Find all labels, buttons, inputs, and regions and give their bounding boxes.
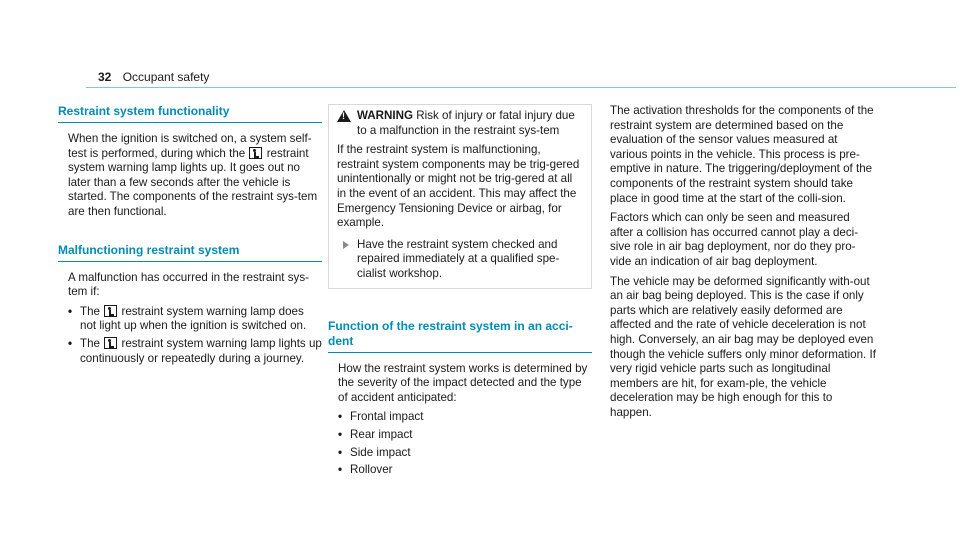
page-header <box>98 70 209 85</box>
warning-label: WARNING <box>357 109 414 122</box>
functionality-paragraph: When the ignition is switched on, a system self-test is performed, during which the restraint system warning lamp lights up. It goes out no later than a few seconds after the vehicle is started. The components of the restraint sys-tem are then functional. <box>68 132 318 218</box>
list-item: • Rollover <box>338 463 592 478</box>
accident-type-list <box>338 410 592 477</box>
section-title: Occupant safety <box>122 70 210 84</box>
malfunction-body <box>58 271 322 367</box>
action-arrow-icon <box>343 241 349 249</box>
list-item: • Rear impact <box>338 428 592 443</box>
header-rule <box>86 87 956 88</box>
functionality-body <box>58 132 322 220</box>
list-item: • The restraint system warning lamp does not light up when the ignition is switched on. <box>68 305 322 334</box>
restraint-warning-lamp-icon <box>104 337 117 349</box>
malfunction-list <box>68 305 322 366</box>
warning-body: If the restraint system is malfunctioning, restraint system components may be trig-gered unintentionally or might not be trig-gered at all in the event of an accident. This may affect the Emergency Tensioning Device or airbag, for example. <box>337 143 580 230</box>
column-3 <box>610 104 876 425</box>
activation-paragraph: The activation thresholds for the components of the restraint system are determined based on the evaluation of the sensor values measured at various points in the vehicle. This process is pre-emptive in nature. The triggering/deployment of the components of the restraint system should take place in good time at the start of the colli-sion. <box>610 104 874 205</box>
warning-header <box>337 109 583 138</box>
restraint-warning-lamp-icon <box>104 305 117 317</box>
deformation-paragraph: The vehicle may be deformed significantly with-out an air bag being deployed. This is the case if only parts which are relatively easily deformed are affected and the rate of vehicle deceleration is not high. Conversely, an air bag may be deployed even though the vehicle suffers only minor deformation. If very rigid vehicle parts such as longitudinal members are hit, for exam-ple, the vehicle deceleration may be high enough for this to happen. <box>610 274 876 419</box>
column-1 <box>58 104 322 369</box>
heading-function-in-accident: Function of the restraint system in an acci-dent <box>328 319 592 353</box>
malfunction-intro: A malfunction has occurred in the restraint sys-tem if: <box>68 270 310 299</box>
warning-triangle-icon <box>337 110 351 122</box>
list-item: • The restraint system warning lamp lights up continuously or repeatedly during a journey. <box>68 337 322 366</box>
list-item: • Side impact <box>338 446 592 461</box>
function-intro: How the restraint system works is determined by the severity of the impact detected and the type of accident anticipated: <box>338 361 588 404</box>
column-2 <box>328 104 592 481</box>
heading-malfunction: Malfunctioning restraint system <box>58 243 322 262</box>
warning-box <box>328 104 592 289</box>
warning-action-text: Have the restraint system checked and repaired immediately at a qualified spe-cialist workshop. <box>357 237 560 280</box>
page-number: 32 <box>98 70 112 84</box>
warning-action <box>337 238 583 282</box>
function-body <box>328 362 592 478</box>
factors-paragraph: Factors which can only be seen and measured after a collision has occurred cannot play a deci-sive role in air bag deployment, nor do they pro-vide an indication of air bag deployment. <box>610 211 859 268</box>
list-item: • Frontal impact <box>338 410 592 425</box>
restraint-warning-lamp-icon <box>249 147 262 159</box>
heading-functionality: Restraint system functionality <box>58 104 322 123</box>
warning-head-text: Risk of injury or fatal injury due to a malfunction in the restraint sys-tem <box>357 109 575 137</box>
